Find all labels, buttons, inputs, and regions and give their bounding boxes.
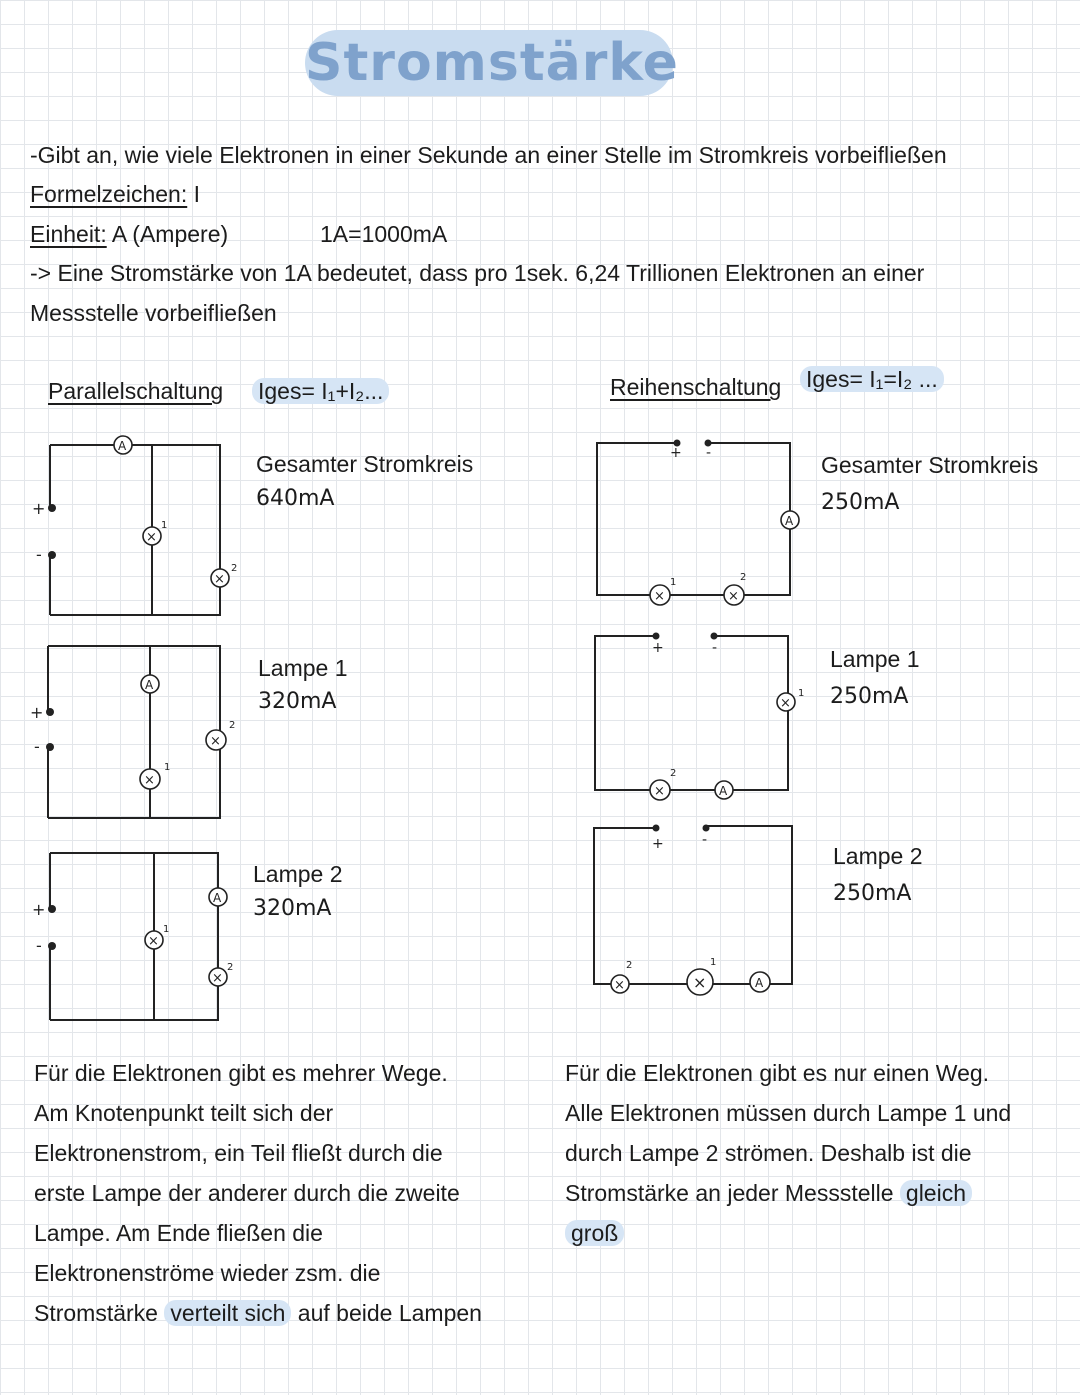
unit-label: Einheit: — [30, 221, 107, 247]
meaning-line-1: -> Eine Stromstärke von 1A bedeutet, dass pro 1sek. 6,24 Trillionen Elektronen an einer — [30, 260, 925, 286]
symbol-label: Formelzeichen: — [30, 181, 188, 207]
parallel-circuit-total — [30, 435, 250, 620]
series-heading: Reihenschaltung — [610, 374, 782, 400]
text-line: Lampe. Am Ende fließen die — [34, 1220, 323, 1246]
minus-sign: - — [36, 545, 42, 564]
symbol-2: 2 — [227, 962, 234, 973]
parallel-circuit-lamp2 — [30, 845, 250, 1030]
symbol-1: 1 — [163, 924, 170, 935]
symbol-x: × — [654, 589, 665, 604]
symbol-a: A — [118, 439, 127, 453]
symbol-a: A — [213, 891, 222, 905]
circuit-wire — [595, 636, 788, 790]
circuit-wire — [597, 443, 790, 595]
terminal-dot — [703, 825, 710, 832]
text-line: Für die Elektronen gibt es mehrer Wege. — [34, 1060, 448, 1086]
series-explanation — [565, 1053, 1065, 1253]
series-circuit-lamp2 — [590, 822, 810, 997]
parallel-formula: Iges= I₁+I₂... — [252, 378, 389, 405]
unit-conversion: 1A=1000mA — [320, 221, 448, 247]
symbol-plus: + — [652, 640, 664, 656]
symbol-x: × — [780, 696, 791, 711]
symbol-x: × — [146, 530, 157, 545]
symbol-1: 1 — [164, 762, 171, 773]
symbol-minus: - — [34, 737, 40, 756]
text-line: Für die Elektronen gibt es nur einen Weg. — [565, 1060, 990, 1086]
series-lamp1-value: 250mA — [830, 684, 909, 709]
series-total-value: 250mA — [821, 490, 900, 515]
terminal-dot — [711, 633, 718, 640]
symbol-plus: + — [652, 836, 664, 852]
text-line: Stromstärke an jeder Messstelle gleich — [565, 1173, 1065, 1213]
text-line: Am Knotenpunkt teilt sich der — [34, 1100, 334, 1126]
parallel-lamp2-value: 320mA — [253, 896, 332, 921]
parallel-lamp2-label: Lampe 2 — [253, 861, 343, 887]
terminal-dot — [48, 942, 56, 950]
terminal-minus — [48, 551, 56, 559]
symbol-1: 1 — [670, 577, 677, 588]
terminal-dot — [653, 633, 660, 640]
text-line: Elektronenströme wieder zsm. die — [34, 1260, 381, 1286]
series-lamp2-value: 250mA — [833, 881, 912, 906]
meaning-line-2: Messstelle vorbeifließen — [30, 300, 277, 326]
symbol-x: × — [614, 978, 625, 993]
parallel-circuit-lamp1 — [30, 640, 250, 825]
symbol-x: × — [212, 971, 223, 986]
terminal-dot — [46, 743, 54, 751]
symbol-value: I — [187, 181, 201, 207]
parallel-lamp1-label: Lampe 1 — [258, 655, 348, 681]
symbol-x: × — [214, 572, 225, 587]
symbol-minus: - — [702, 832, 708, 848]
parallel-explanation — [34, 1053, 534, 1333]
symbol-1: 1 — [161, 520, 168, 531]
text-line: Stromstärke verteilt sich auf beide Lampen — [34, 1300, 482, 1326]
symbol-minus: - — [36, 936, 42, 955]
text-line: Alle Elektronen müssen durch Lampe 1 und — [565, 1100, 1012, 1126]
series-lamp1-label: Lampe 1 — [830, 646, 920, 672]
symbol-2: 2 — [229, 720, 236, 731]
symbol-2: 2 — [626, 960, 633, 971]
symbol-1: 1 — [798, 688, 805, 699]
terminal-plus — [48, 504, 56, 512]
unit-row — [30, 221, 228, 248]
page-title: Stromstärke — [305, 30, 673, 96]
symbol-minus: - — [712, 640, 718, 656]
symbol-row — [30, 181, 200, 208]
symbol-x: × — [654, 784, 665, 799]
parallel-lamp1-value: 320mA — [258, 689, 337, 714]
terminal-dot — [48, 905, 56, 913]
symbol-a: A — [755, 976, 764, 990]
unit-value: A (Ampere) — [106, 221, 229, 247]
symbol-1: 1 — [710, 957, 717, 968]
circuit-wire — [594, 826, 792, 984]
series-total-label: Gesamter Stromkreis — [821, 452, 1039, 478]
text-line: Elektronenstrom, ein Teil fließt durch die — [34, 1140, 443, 1166]
symbol-x: × — [693, 973, 707, 992]
series-circuit-total — [590, 435, 810, 610]
circuit-wire — [50, 445, 220, 615]
symbol-plus: + — [32, 900, 46, 919]
circuit-wire — [48, 646, 220, 818]
text-line: durch Lampe 2 strömen. Deshalb ist die — [565, 1140, 972, 1166]
symbol-plus: + — [30, 703, 44, 722]
symbol-a: A — [785, 514, 794, 528]
text-line: groß — [565, 1213, 1065, 1253]
symbol-x: × — [148, 934, 159, 949]
terminal-dot — [653, 825, 660, 832]
series-circuit-lamp1 — [590, 628, 810, 803]
series-lamp2-label: Lampe 2 — [833, 843, 923, 869]
symbol-2: 2 — [670, 768, 677, 779]
terminal-dot — [46, 708, 54, 716]
series-formula: Iges= I₁=I₂ ... — [800, 366, 944, 393]
symbol-minus: - — [706, 445, 712, 461]
definition-line: -Gibt an, wie viele Elektronen in einer Sekunde an einer Stelle im Stromkreis vorbeifließen — [30, 142, 947, 168]
parallel-heading: Parallelschaltung — [48, 378, 224, 404]
symbol-x: × — [144, 773, 155, 788]
symbol-plus: + — [670, 445, 682, 461]
circuit-wire — [50, 853, 218, 1020]
parallel-total-value: 640mA — [256, 486, 335, 511]
plus-sign: + — [32, 499, 46, 518]
symbol-2: 2 — [740, 572, 747, 583]
symbol-x: × — [210, 734, 221, 749]
symbol-a: A — [719, 784, 728, 798]
text-line: erste Lampe der anderer durch die zweite — [34, 1180, 460, 1206]
parallel-total-label: Gesamter Stromkreis — [256, 451, 474, 477]
symbol-x: × — [728, 589, 739, 604]
symbol-a: A — [145, 678, 154, 692]
symbol-2: 2 — [231, 563, 238, 574]
